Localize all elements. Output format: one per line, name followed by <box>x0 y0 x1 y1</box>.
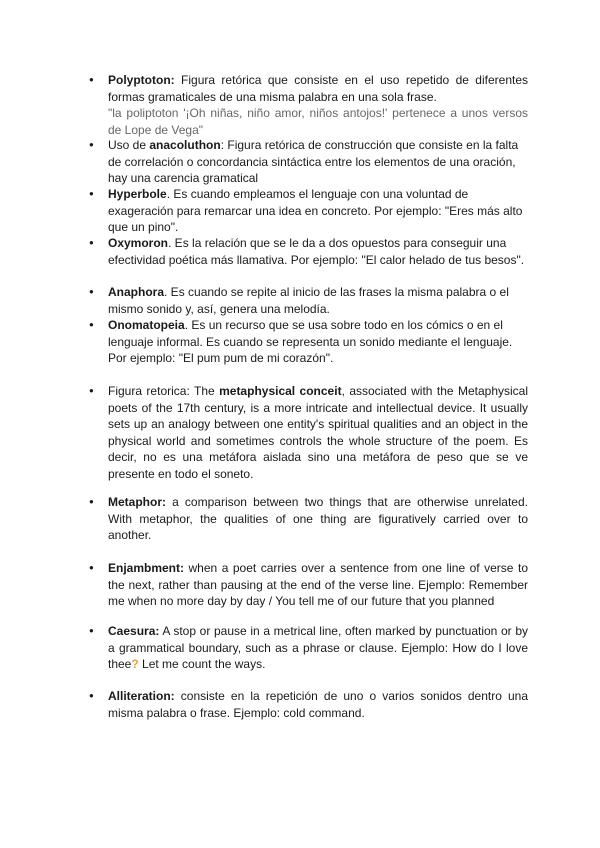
list-item-alliteration <box>108 688 528 721</box>
list-item-enjambment <box>108 560 528 610</box>
list-item-oxymoron <box>108 235 528 268</box>
list-item-anaphora <box>108 284 528 317</box>
term: Oxymoron <box>108 236 169 250</box>
definition: consiste en la repetición de uno o varios sonidos dentro una misma palabra o frase. Ejemplo: cold command. <box>108 689 528 720</box>
term: Metaphor: <box>108 495 166 509</box>
prefix: Figura retorica: The <box>108 384 220 398</box>
list-item-onomatopeia <box>108 317 528 367</box>
term: Alliteration: <box>108 689 175 703</box>
definition: A stop or pause in a metrical line, often marked by punctuation or by a grammatical boundary, such as a phrase or clause. Ejemplo: How do I love thee <box>108 624 528 671</box>
term: Enjambment: <box>108 561 185 575</box>
definition: when a poet carries over a sentence from one line of verse to the next, rather than pausing at the end of the verse line. Ejemplo: Remember me when no more day by day / You tell me of our future that you planned <box>108 561 528 608</box>
list-item-caesura <box>108 623 528 673</box>
definition: : Figura retórica de construcción que consiste en la falta de correlación o concordancia sintáctica entre los elementos de una oración, hay una carencia gramatical <box>108 138 519 185</box>
definition: . Es cuando se repite al inicio de las frases la misma palabra o el mismo sonido y, así, genera una melodía. <box>108 285 509 316</box>
term: anacoluthon <box>149 138 221 152</box>
term: Anaphora <box>108 285 165 299</box>
list-item-polyptoton <box>108 72 528 138</box>
term: Onomatopeia <box>108 318 185 332</box>
definition: , associated with the Metaphysical poets of the 17th century, is a more intricate and intellectual device. It usually sets up an analogy between one entity's spiritual qualities and an object in the physical world and sometimes controls the whole structure of the poem. Es decir, no es una metáfora aislada sino una metáfora de peso que se ve presente en todo el soneto. <box>108 384 528 481</box>
definition: Figura retórica que consiste en el uso repetido de diferentes formas gramaticales de una misma palabra en una sola frase. <box>108 73 528 104</box>
list-item-anacoluthon <box>108 137 528 187</box>
prefix: Uso de <box>108 138 150 152</box>
term: Hyperbole <box>108 187 167 201</box>
term: Caesura: <box>108 624 160 638</box>
definition: . Es cuando empleamos el lenguaje con una voluntad de exageración para remarcar una idea en concreto. Por ejemplo: "Eres más alto que un pino". <box>108 187 523 234</box>
term: metaphysical conceit <box>219 384 342 398</box>
term: Polyptoton: <box>108 73 175 87</box>
list-item-hyperbole <box>108 186 528 236</box>
definition: . Es un recurso que se usa sobre todo en los cómics o en el lenguaje informal. Es cuando se representa un sonido mediante el lenguaje. Por ejemplo: "El pum pum de mi corazón". <box>108 318 513 365</box>
list-item-metaphor <box>108 494 528 544</box>
definition-continued: Let me count the ways. <box>138 657 266 671</box>
quote: "la poliptoton '¡Oh niñas, niño amor, niños antojos!' pertenece a unos versos de Lope de Vega" <box>108 106 528 137</box>
definition: a comparison between two things that are otherwise unrelated. With metaphor, the qualities of one thing are figuratively carried over to another. <box>108 495 528 542</box>
list-item-metaphysical-conceit <box>108 383 528 482</box>
definition: . Es la relación que se le da a dos opuestos para conseguir una efectividad poética más llamativa. Por ejemplo: "El calor helado de tus besos". <box>108 236 525 267</box>
highlighted-question-mark: ? <box>131 657 139 671</box>
